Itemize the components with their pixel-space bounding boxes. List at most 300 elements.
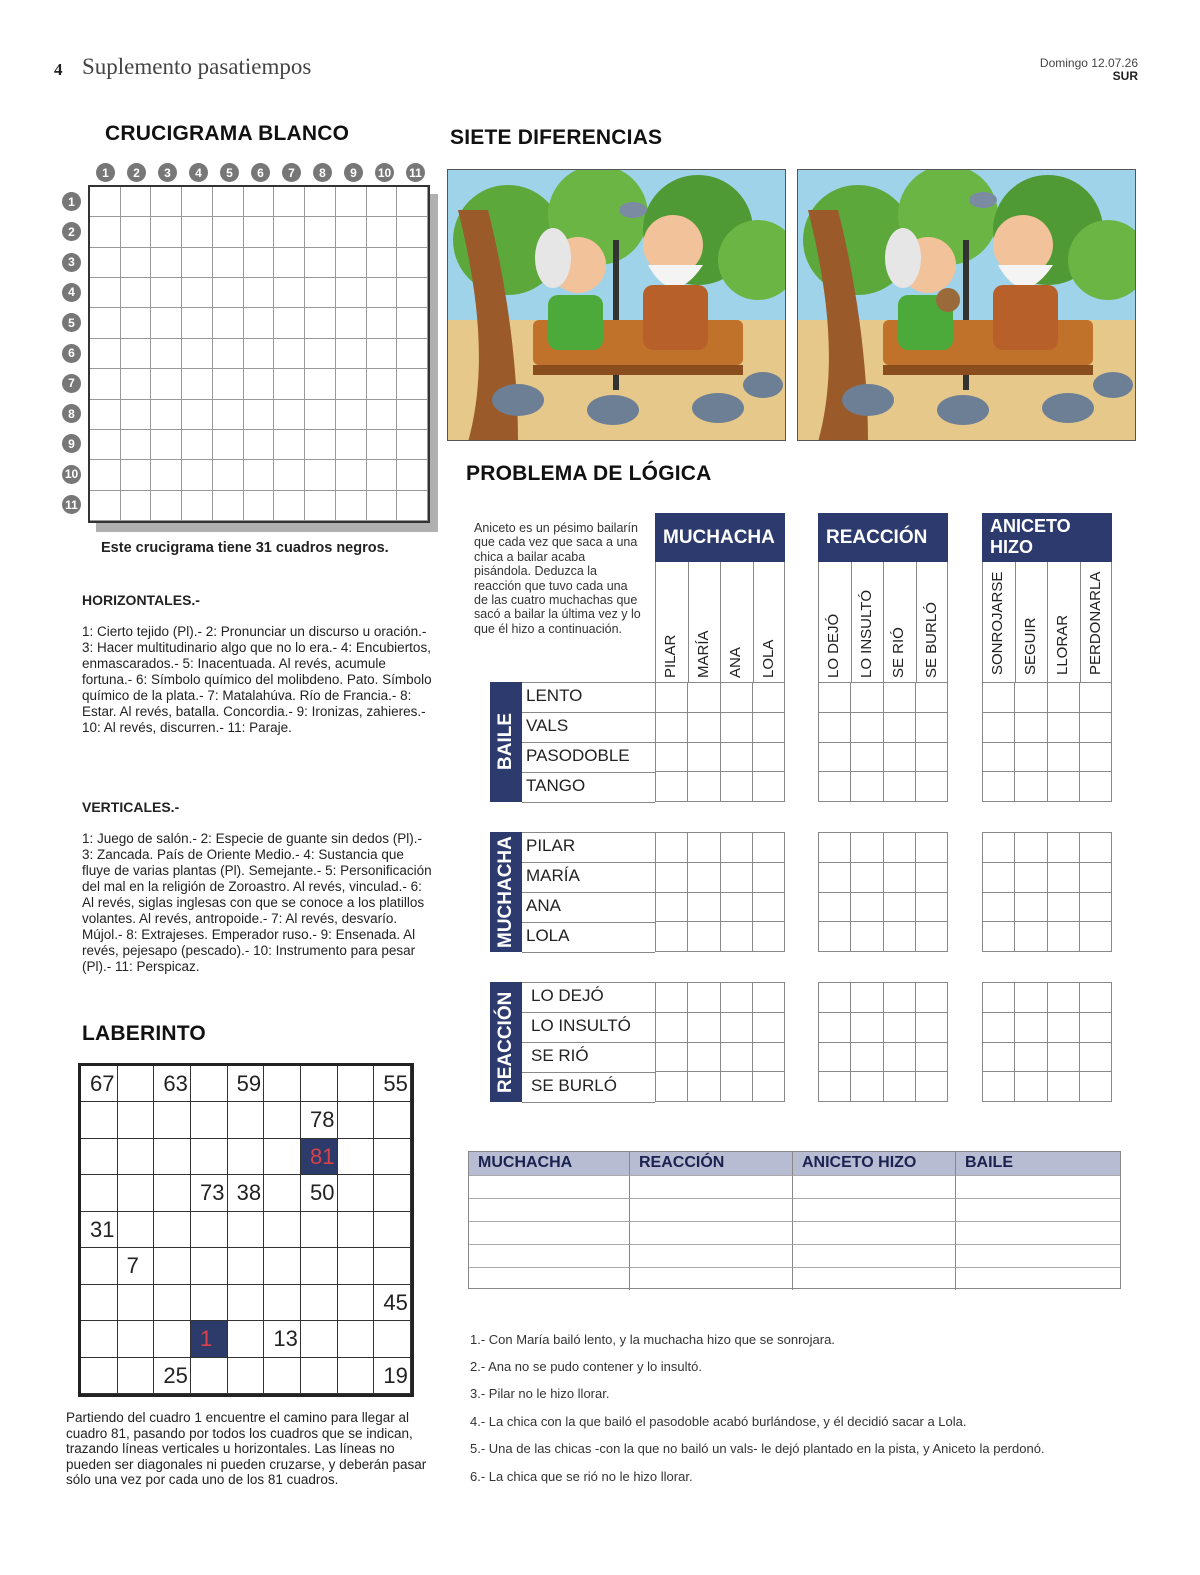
crossword-cell[interactable] bbox=[274, 278, 305, 308]
crossword-cell[interactable] bbox=[367, 430, 398, 460]
crossword-cell[interactable] bbox=[274, 400, 305, 430]
crossword-cell[interactable] bbox=[336, 278, 367, 308]
logic-grid-cell[interactable] bbox=[1048, 922, 1080, 952]
solution-cell[interactable] bbox=[793, 1244, 956, 1267]
labyrinth-cell[interactable] bbox=[264, 1212, 301, 1248]
solution-cell[interactable] bbox=[469, 1198, 630, 1221]
logic-grid-cell[interactable] bbox=[884, 893, 916, 923]
crossword-cell[interactable] bbox=[274, 308, 305, 338]
logic-grid-cell[interactable] bbox=[884, 713, 916, 743]
logic-grid-cell[interactable] bbox=[819, 772, 851, 802]
labyrinth-cell[interactable] bbox=[118, 1212, 155, 1248]
logic-grid-cell[interactable] bbox=[1048, 713, 1080, 743]
crossword-cell[interactable] bbox=[274, 187, 305, 217]
logic-grid-cell[interactable] bbox=[1080, 772, 1112, 802]
logic-grid-cell[interactable] bbox=[916, 922, 948, 952]
crossword-cell[interactable] bbox=[274, 339, 305, 369]
labyrinth-cell[interactable] bbox=[338, 1358, 375, 1394]
logic-grid-cell[interactable] bbox=[1015, 833, 1047, 863]
logic-grid-cell[interactable] bbox=[1080, 922, 1112, 952]
logic-grid-cell[interactable] bbox=[884, 922, 916, 952]
logic-grid-cell[interactable] bbox=[916, 893, 948, 923]
logic-grid-cell[interactable] bbox=[688, 893, 720, 923]
logic-grid-cell[interactable] bbox=[916, 743, 948, 773]
labyrinth-cell[interactable] bbox=[81, 1139, 118, 1175]
labyrinth-cell[interactable] bbox=[191, 1321, 228, 1357]
solution-cell[interactable] bbox=[630, 1221, 793, 1244]
labyrinth-cell[interactable] bbox=[374, 1248, 411, 1284]
logic-grid-block[interactable] bbox=[655, 982, 785, 1102]
crossword-cell[interactable] bbox=[121, 369, 152, 399]
logic-grid-cell[interactable] bbox=[884, 683, 916, 713]
crossword-cell[interactable] bbox=[274, 491, 305, 521]
crossword-cell[interactable] bbox=[397, 278, 428, 308]
crossword-cell[interactable] bbox=[305, 460, 336, 490]
crossword-cell[interactable] bbox=[367, 278, 398, 308]
logic-grid-cell[interactable] bbox=[983, 983, 1015, 1013]
solution-cell[interactable] bbox=[469, 1244, 630, 1267]
labyrinth-cell[interactable] bbox=[118, 1248, 155, 1284]
logic-grid-cell[interactable] bbox=[721, 863, 753, 893]
logic-grid-cell[interactable] bbox=[916, 713, 948, 743]
crossword-cell[interactable] bbox=[213, 400, 244, 430]
logic-grid-cell[interactable] bbox=[1048, 1013, 1080, 1043]
logic-grid-cell[interactable] bbox=[819, 1072, 851, 1102]
logic-grid-cell[interactable] bbox=[688, 1013, 720, 1043]
logic-grid-cell[interactable] bbox=[1048, 1072, 1080, 1102]
logic-grid-cell[interactable] bbox=[688, 1043, 720, 1073]
labyrinth-cell[interactable] bbox=[264, 1285, 301, 1321]
logic-grid-block[interactable] bbox=[818, 682, 948, 802]
crossword-cell[interactable] bbox=[244, 248, 275, 278]
crossword-cell[interactable] bbox=[90, 278, 121, 308]
crossword-cell[interactable] bbox=[397, 308, 428, 338]
crossword-cell[interactable] bbox=[121, 460, 152, 490]
labyrinth-cell[interactable] bbox=[81, 1248, 118, 1284]
crossword-cell[interactable] bbox=[336, 400, 367, 430]
crossword-cell[interactable] bbox=[90, 339, 121, 369]
solution-cell[interactable] bbox=[469, 1267, 630, 1290]
crossword-cell[interactable] bbox=[90, 187, 121, 217]
logic-grid-cell[interactable] bbox=[884, 863, 916, 893]
logic-grid-cell[interactable] bbox=[1080, 863, 1112, 893]
crossword-cell[interactable] bbox=[397, 248, 428, 278]
crossword-cell[interactable] bbox=[397, 187, 428, 217]
crossword-cell[interactable] bbox=[182, 248, 213, 278]
labyrinth-cell[interactable] bbox=[81, 1212, 118, 1248]
logic-grid-cell[interactable] bbox=[983, 922, 1015, 952]
logic-grid-cell[interactable] bbox=[656, 743, 688, 773]
logic-grid-cell[interactable] bbox=[688, 1072, 720, 1102]
crossword-cell[interactable] bbox=[121, 187, 152, 217]
crossword-cell[interactable] bbox=[182, 217, 213, 247]
crossword-cell[interactable] bbox=[336, 339, 367, 369]
crossword-cell[interactable] bbox=[182, 460, 213, 490]
logic-grid-cell[interactable] bbox=[688, 922, 720, 952]
labyrinth-cell[interactable] bbox=[374, 1321, 411, 1357]
crossword-cell[interactable] bbox=[213, 339, 244, 369]
logic-grid-cell[interactable] bbox=[753, 1043, 785, 1073]
logic-grid-cell[interactable] bbox=[916, 863, 948, 893]
logic-grid-block[interactable] bbox=[818, 832, 948, 952]
labyrinth-cell[interactable] bbox=[118, 1102, 155, 1138]
logic-grid-cell[interactable] bbox=[753, 772, 785, 802]
crossword-cell[interactable] bbox=[244, 278, 275, 308]
labyrinth-cell[interactable] bbox=[264, 1248, 301, 1284]
solution-body[interactable] bbox=[469, 1175, 1120, 1290]
crossword-cell[interactable] bbox=[90, 369, 121, 399]
crossword-cell[interactable] bbox=[397, 217, 428, 247]
crossword-cell[interactable] bbox=[90, 248, 121, 278]
crossword-cell[interactable] bbox=[121, 339, 152, 369]
crossword-cell[interactable] bbox=[305, 339, 336, 369]
labyrinth-cell[interactable] bbox=[154, 1139, 191, 1175]
crossword-cell[interactable] bbox=[213, 248, 244, 278]
labyrinth-cell[interactable] bbox=[228, 1285, 265, 1321]
labyrinth-cell[interactable] bbox=[264, 1175, 301, 1211]
logic-grid-cell[interactable] bbox=[656, 1043, 688, 1073]
labyrinth-cell[interactable] bbox=[228, 1175, 265, 1211]
crossword-cell[interactable] bbox=[274, 430, 305, 460]
labyrinth-cell[interactable] bbox=[81, 1066, 118, 1102]
logic-grid-cell[interactable] bbox=[1048, 833, 1080, 863]
logic-grid-cell[interactable] bbox=[1080, 1072, 1112, 1102]
crossword-cell[interactable] bbox=[90, 460, 121, 490]
logic-grid-block[interactable] bbox=[655, 682, 785, 802]
crossword-cell[interactable] bbox=[244, 187, 275, 217]
logic-grid-cell[interactable] bbox=[983, 772, 1015, 802]
labyrinth-cell[interactable] bbox=[338, 1175, 375, 1211]
logic-grid-cell[interactable] bbox=[916, 1013, 948, 1043]
crossword-cell[interactable] bbox=[244, 217, 275, 247]
labyrinth-cell[interactable] bbox=[374, 1139, 411, 1175]
crossword-cell[interactable] bbox=[121, 308, 152, 338]
logic-grid-cell[interactable] bbox=[656, 713, 688, 743]
logic-grid-cell[interactable] bbox=[916, 1043, 948, 1073]
logic-grid-cell[interactable] bbox=[916, 683, 948, 713]
crossword-cell[interactable] bbox=[336, 369, 367, 399]
logic-grid-cell[interactable] bbox=[721, 1043, 753, 1073]
labyrinth-grid[interactable] bbox=[78, 1063, 414, 1397]
logic-grid-cell[interactable] bbox=[1080, 893, 1112, 923]
labyrinth-cell[interactable] bbox=[154, 1102, 191, 1138]
crossword-cell[interactable] bbox=[397, 430, 428, 460]
crossword-cell[interactable] bbox=[367, 460, 398, 490]
labyrinth-cell[interactable] bbox=[81, 1285, 118, 1321]
logic-grid-cell[interactable] bbox=[1080, 983, 1112, 1013]
logic-grid-cell[interactable] bbox=[851, 1043, 883, 1073]
crossword-cell[interactable] bbox=[90, 308, 121, 338]
logic-grid-cell[interactable] bbox=[1015, 983, 1047, 1013]
labyrinth-cell[interactable] bbox=[154, 1175, 191, 1211]
logic-grid-cell[interactable] bbox=[721, 922, 753, 952]
logic-grid-cell[interactable] bbox=[916, 983, 948, 1013]
logic-grid-cell[interactable] bbox=[819, 1013, 851, 1043]
logic-grid-cell[interactable] bbox=[983, 713, 1015, 743]
logic-grid-cell[interactable] bbox=[753, 833, 785, 863]
crossword-cell[interactable] bbox=[274, 217, 305, 247]
crossword-cell[interactable] bbox=[336, 460, 367, 490]
labyrinth-cell[interactable] bbox=[374, 1175, 411, 1211]
logic-grid-cell[interactable] bbox=[983, 743, 1015, 773]
logic-grid-cell[interactable] bbox=[1048, 772, 1080, 802]
difference-picture-left[interactable] bbox=[447, 169, 786, 441]
logic-grid-cell[interactable] bbox=[819, 713, 851, 743]
crossword-cell[interactable] bbox=[244, 430, 275, 460]
logic-grid-cell[interactable] bbox=[851, 1072, 883, 1102]
logic-grid-cell[interactable] bbox=[688, 772, 720, 802]
labyrinth-cell[interactable] bbox=[154, 1066, 191, 1102]
solution-cell[interactable] bbox=[793, 1267, 956, 1290]
logic-grid-block[interactable] bbox=[982, 682, 1112, 802]
logic-grid-cell[interactable] bbox=[819, 1043, 851, 1073]
crossword-cell[interactable] bbox=[151, 460, 182, 490]
logic-grid-block[interactable] bbox=[982, 982, 1112, 1102]
logic-grid-cell[interactable] bbox=[721, 1072, 753, 1102]
solution-cell[interactable] bbox=[793, 1198, 956, 1221]
crossword-cell[interactable] bbox=[305, 187, 336, 217]
labyrinth-cell[interactable] bbox=[118, 1321, 155, 1357]
crossword-cell[interactable] bbox=[151, 400, 182, 430]
logic-grid-cell[interactable] bbox=[753, 1013, 785, 1043]
solution-cell[interactable] bbox=[956, 1244, 1120, 1267]
crossword-cell[interactable] bbox=[151, 369, 182, 399]
logic-grid-cell[interactable] bbox=[721, 743, 753, 773]
crossword-cell[interactable] bbox=[121, 491, 152, 521]
crossword-cell[interactable] bbox=[213, 491, 244, 521]
logic-grid-cell[interactable] bbox=[884, 1013, 916, 1043]
crossword-cell[interactable] bbox=[90, 217, 121, 247]
crossword-grid[interactable] bbox=[88, 185, 430, 523]
crossword-cell[interactable] bbox=[367, 308, 398, 338]
logic-grid-cell[interactable] bbox=[983, 833, 1015, 863]
logic-grid-cell[interactable] bbox=[656, 683, 688, 713]
labyrinth-cell[interactable] bbox=[374, 1212, 411, 1248]
labyrinth-cell[interactable] bbox=[81, 1102, 118, 1138]
logic-grid-cell[interactable] bbox=[688, 863, 720, 893]
labyrinth-cell[interactable] bbox=[118, 1175, 155, 1211]
logic-grid-cell[interactable] bbox=[851, 922, 883, 952]
solution-cell[interactable] bbox=[956, 1198, 1120, 1221]
crossword-cell[interactable] bbox=[151, 187, 182, 217]
labyrinth-cell[interactable] bbox=[338, 1248, 375, 1284]
labyrinth-cell[interactable] bbox=[154, 1285, 191, 1321]
logic-grid-cell[interactable] bbox=[1048, 893, 1080, 923]
labyrinth-cell[interactable] bbox=[81, 1321, 118, 1357]
labyrinth-cell[interactable] bbox=[191, 1139, 228, 1175]
crossword-cell[interactable] bbox=[213, 430, 244, 460]
logic-grid-cell[interactable] bbox=[1080, 743, 1112, 773]
logic-grid-cell[interactable] bbox=[851, 983, 883, 1013]
logic-grid-cell[interactable] bbox=[656, 772, 688, 802]
crossword-cell[interactable] bbox=[305, 400, 336, 430]
logic-grid-cell[interactable] bbox=[819, 922, 851, 952]
crossword-cell[interactable] bbox=[305, 278, 336, 308]
solution-cell[interactable] bbox=[469, 1221, 630, 1244]
crossword-cell[interactable] bbox=[336, 308, 367, 338]
labyrinth-cell[interactable] bbox=[154, 1248, 191, 1284]
logic-grid-cell[interactable] bbox=[1080, 1013, 1112, 1043]
labyrinth-cell[interactable] bbox=[191, 1248, 228, 1284]
crossword-cell[interactable] bbox=[90, 400, 121, 430]
solution-cell[interactable] bbox=[469, 1175, 630, 1198]
labyrinth-cell[interactable] bbox=[338, 1212, 375, 1248]
difference-picture-right[interactable] bbox=[797, 169, 1136, 441]
labyrinth-cell[interactable] bbox=[301, 1139, 338, 1175]
crossword-cell[interactable] bbox=[151, 491, 182, 521]
logic-grid-cell[interactable] bbox=[884, 743, 916, 773]
logic-grid-cell[interactable] bbox=[851, 743, 883, 773]
logic-grid-cell[interactable] bbox=[688, 983, 720, 1013]
crossword-cell[interactable] bbox=[151, 339, 182, 369]
solution-cell[interactable] bbox=[630, 1244, 793, 1267]
labyrinth-cell[interactable] bbox=[374, 1066, 411, 1102]
labyrinth-cell[interactable] bbox=[264, 1066, 301, 1102]
logic-grid-cell[interactable] bbox=[753, 683, 785, 713]
logic-grid-cell[interactable] bbox=[819, 833, 851, 863]
logic-grid-cell[interactable] bbox=[1015, 893, 1047, 923]
logic-grid-cell[interactable] bbox=[819, 893, 851, 923]
crossword-cell[interactable] bbox=[367, 217, 398, 247]
labyrinth-cell[interactable] bbox=[191, 1358, 228, 1394]
logic-grid-cell[interactable] bbox=[753, 863, 785, 893]
logic-grid-cell[interactable] bbox=[656, 893, 688, 923]
labyrinth-cell[interactable] bbox=[191, 1212, 228, 1248]
logic-grid-cell[interactable] bbox=[884, 1043, 916, 1073]
solution-cell[interactable] bbox=[630, 1175, 793, 1198]
logic-grid-cell[interactable] bbox=[884, 1072, 916, 1102]
crossword-cell[interactable] bbox=[305, 217, 336, 247]
labyrinth-cell[interactable] bbox=[191, 1175, 228, 1211]
labyrinth-cell[interactable] bbox=[264, 1321, 301, 1357]
logic-grid-cell[interactable] bbox=[916, 1072, 948, 1102]
logic-grid-cell[interactable] bbox=[1048, 863, 1080, 893]
labyrinth-cell[interactable] bbox=[264, 1139, 301, 1175]
crossword-cell[interactable] bbox=[367, 491, 398, 521]
solution-cell[interactable] bbox=[956, 1267, 1120, 1290]
labyrinth-cell[interactable] bbox=[228, 1321, 265, 1357]
logic-grid-cell[interactable] bbox=[1048, 1043, 1080, 1073]
logic-grid-cell[interactable] bbox=[721, 833, 753, 863]
crossword-cell[interactable] bbox=[305, 308, 336, 338]
logic-grid-cell[interactable] bbox=[1048, 683, 1080, 713]
labyrinth-cell[interactable] bbox=[301, 1285, 338, 1321]
labyrinth-cell[interactable] bbox=[301, 1175, 338, 1211]
labyrinth-cell[interactable] bbox=[154, 1358, 191, 1394]
logic-grid-cell[interactable] bbox=[721, 713, 753, 743]
logic-grid-cell[interactable] bbox=[851, 713, 883, 743]
logic-grid-cell[interactable] bbox=[688, 743, 720, 773]
logic-grid-cell[interactable] bbox=[1015, 1043, 1047, 1073]
logic-grid-cell[interactable] bbox=[1015, 743, 1047, 773]
logic-grid-cell[interactable] bbox=[753, 893, 785, 923]
labyrinth-cell[interactable] bbox=[374, 1285, 411, 1321]
logic-grid-cell[interactable] bbox=[884, 833, 916, 863]
labyrinth-cell[interactable] bbox=[191, 1285, 228, 1321]
logic-grid-cell[interactable] bbox=[1048, 983, 1080, 1013]
labyrinth-cell[interactable] bbox=[264, 1102, 301, 1138]
logic-grid-cell[interactable] bbox=[656, 922, 688, 952]
crossword-cell[interactable] bbox=[244, 460, 275, 490]
crossword-cell[interactable] bbox=[182, 308, 213, 338]
labyrinth-cell[interactable] bbox=[338, 1066, 375, 1102]
labyrinth-cell[interactable] bbox=[154, 1321, 191, 1357]
solution-cell[interactable] bbox=[793, 1221, 956, 1244]
crossword-cell[interactable] bbox=[121, 217, 152, 247]
crossword-cell[interactable] bbox=[213, 278, 244, 308]
logic-grid-cell[interactable] bbox=[884, 772, 916, 802]
crossword-cell[interactable] bbox=[90, 430, 121, 460]
logic-grid-cell[interactable] bbox=[851, 772, 883, 802]
logic-grid-cell[interactable] bbox=[1015, 863, 1047, 893]
labyrinth-cell[interactable] bbox=[301, 1248, 338, 1284]
labyrinth-cell[interactable] bbox=[118, 1358, 155, 1394]
crossword-cell[interactable] bbox=[367, 248, 398, 278]
logic-grid-block[interactable] bbox=[982, 832, 1112, 952]
labyrinth-cell[interactable] bbox=[301, 1102, 338, 1138]
crossword-cell[interactable] bbox=[397, 339, 428, 369]
crossword-cell[interactable] bbox=[305, 430, 336, 460]
labyrinth-cell[interactable] bbox=[81, 1175, 118, 1211]
crossword-cell[interactable] bbox=[121, 400, 152, 430]
crossword-cell[interactable] bbox=[182, 430, 213, 460]
crossword-cell[interactable] bbox=[182, 400, 213, 430]
crossword-cell[interactable] bbox=[182, 339, 213, 369]
logic-grid-cell[interactable] bbox=[1015, 1013, 1047, 1043]
crossword-cell[interactable] bbox=[213, 369, 244, 399]
logic-grid-cell[interactable] bbox=[721, 983, 753, 1013]
logic-grid-cell[interactable] bbox=[1080, 1043, 1112, 1073]
crossword-cell[interactable] bbox=[151, 217, 182, 247]
logic-grid-cell[interactable] bbox=[851, 833, 883, 863]
logic-grid-cell[interactable] bbox=[983, 1072, 1015, 1102]
crossword-cell[interactable] bbox=[213, 217, 244, 247]
crossword-cell[interactable] bbox=[121, 278, 152, 308]
solution-cell[interactable] bbox=[630, 1198, 793, 1221]
crossword-cell[interactable] bbox=[367, 369, 398, 399]
crossword-cell[interactable] bbox=[121, 430, 152, 460]
crossword-cell[interactable] bbox=[397, 491, 428, 521]
logic-grid-cell[interactable] bbox=[1015, 922, 1047, 952]
labyrinth-cell[interactable] bbox=[228, 1066, 265, 1102]
crossword-cell[interactable] bbox=[274, 369, 305, 399]
solution-cell[interactable] bbox=[630, 1267, 793, 1290]
solution-cell[interactable] bbox=[956, 1221, 1120, 1244]
logic-grid-cell[interactable] bbox=[851, 683, 883, 713]
logic-grid-cell[interactable] bbox=[721, 772, 753, 802]
logic-grid-cell[interactable] bbox=[688, 713, 720, 743]
crossword-cell[interactable] bbox=[182, 369, 213, 399]
crossword-cell[interactable] bbox=[274, 460, 305, 490]
crossword-cell[interactable] bbox=[151, 308, 182, 338]
crossword-cell[interactable] bbox=[336, 248, 367, 278]
labyrinth-cell[interactable] bbox=[154, 1212, 191, 1248]
crossword-cell[interactable] bbox=[336, 217, 367, 247]
logic-grid-cell[interactable] bbox=[656, 833, 688, 863]
labyrinth-cell[interactable] bbox=[228, 1248, 265, 1284]
logic-grid-cell[interactable] bbox=[819, 683, 851, 713]
labyrinth-cell[interactable] bbox=[338, 1285, 375, 1321]
labyrinth-cell[interactable] bbox=[228, 1212, 265, 1248]
labyrinth-cell[interactable] bbox=[118, 1066, 155, 1102]
logic-grid-cell[interactable] bbox=[819, 863, 851, 893]
logic-grid-cell[interactable] bbox=[851, 1013, 883, 1043]
crossword-cell[interactable] bbox=[305, 248, 336, 278]
crossword-cell[interactable] bbox=[397, 369, 428, 399]
logic-grid-cell[interactable] bbox=[1015, 1072, 1047, 1102]
logic-grid-cell[interactable] bbox=[1048, 743, 1080, 773]
logic-grid-cell[interactable] bbox=[983, 1043, 1015, 1073]
